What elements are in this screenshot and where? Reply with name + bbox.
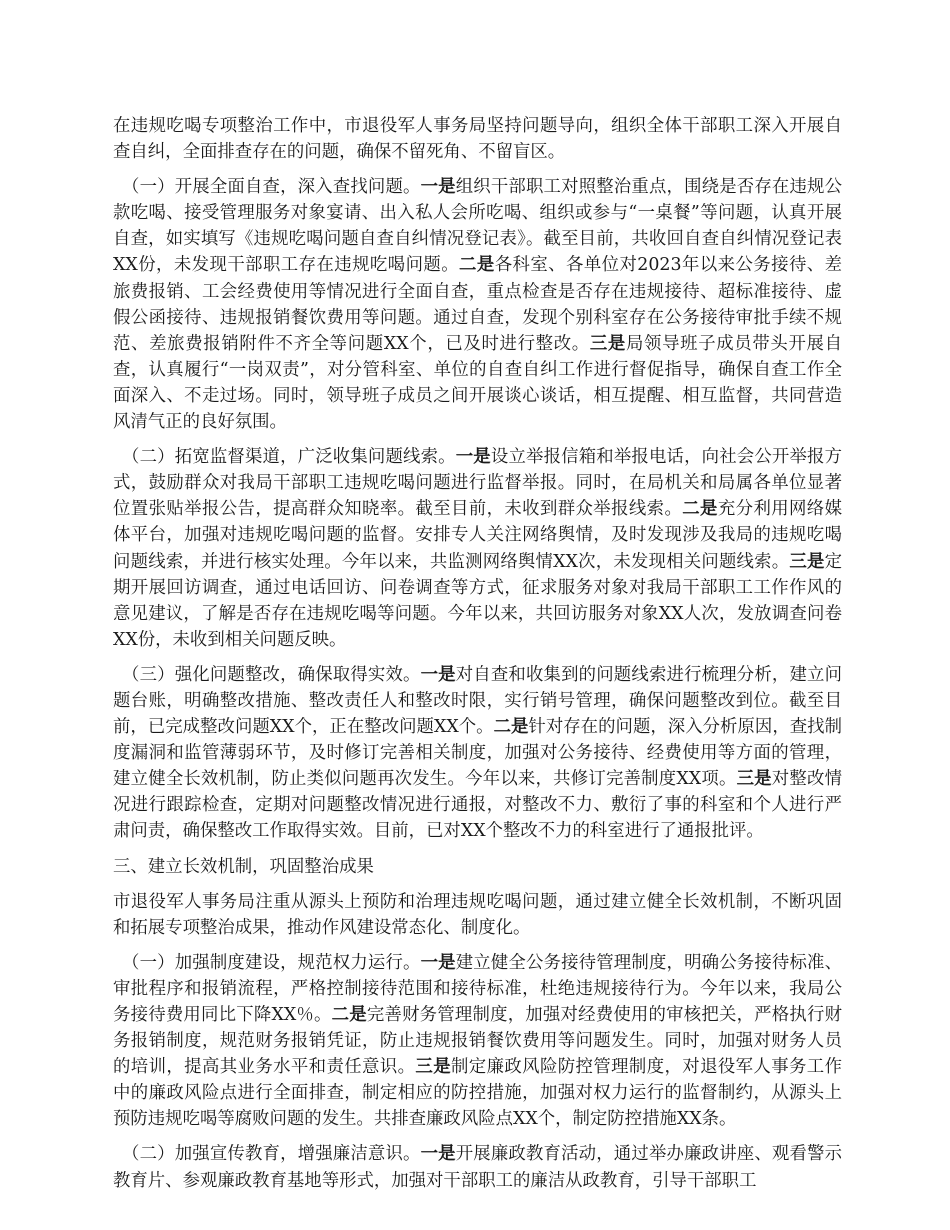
text-run: 市退役军人事务局注重从源头上预防和治理违规吃喝问题，通过建立健全长效机制，不断巩固和拓展专项整治成果，推动作风建设常态化、制度化。 <box>113 891 842 938</box>
text-run: 设立举报信箱和举报电话，向社会公开举报方式，鼓励群众对我局干部职工违规吃喝问题进行监督举报。同时，在局机关和局属各单位显著位置张贴举报公告，提高群众知晓率。截至目前，未收到群众举报线索。 <box>113 447 842 520</box>
body-paragraph <box>113 113 842 165</box>
text-run: 针对存在的问题，深入分析原因，查找制度漏洞和监管薄弱环节，及时修订完善相关制度，加强对公务接待、经费使用等方面的管理，建立健全长效机制，防止类似问题再次发生。今年以来，共修订完善制度XX项。 <box>113 717 842 790</box>
emphasis-marker: 三是 <box>589 333 626 354</box>
text-run: 组织干部职工对照整治重点，围绕是否存在违规公款吃喝、接受管理服务对象宴请、出入私人会所吃喝、组织或参与“一桌餐”等问题，认真开展自查，如实填写《违规吃喝问题自查自纠情况登记表》。截至目前，共收回自查自纠情况登记表XX份，未发现干部职工存在违规吃喝问题。 <box>113 177 842 276</box>
emphasis-marker: 三是 <box>736 769 772 790</box>
emphasis-marker: 一是 <box>455 447 491 468</box>
text-run: （一）开展全面自查，深入查找问题。 <box>122 177 421 198</box>
document-text-body <box>113 113 842 1194</box>
body-paragraph <box>113 1141 842 1193</box>
emphasis-marker: 一是 <box>420 664 456 685</box>
emphasis-marker: 三是 <box>789 551 825 572</box>
text-run: 对自查和收集到的问题线索进行梳理分析，建立问题台账，明确整改措施、整改责任人和整改时限，实行销号管理，确保问题整改到位。截至目前，已完成整改问题XX个，正在整改问题XX个。 <box>113 664 842 738</box>
emphasis-marker: 二是 <box>682 499 718 520</box>
emphasis-marker: 二是 <box>493 717 529 738</box>
emphasis-marker: 二是 <box>331 1005 367 1025</box>
text-run: 建立健全公务接待管理制度，明确公务接待标准、审批程序和报销流程，严格控制接待范围和接待标准，杜绝违规接待行为。今年以来，我局公务接待费用同比下降XX％。 <box>113 952 842 1025</box>
body-paragraph <box>113 662 842 845</box>
text-run: 充分利用网络媒体平台，加强对违规吃喝问题的监督。安排专人关注网络舆情，及时发现涉及我局的违规吃喝问题线索，并进行核实处理。今年以来，共监测网络舆情XX次，未发现相关问题线索。 <box>113 499 842 572</box>
body-paragraph <box>113 444 842 653</box>
emphasis-marker: 一是 <box>420 1144 456 1165</box>
text-run: 开展廉政教育活动，通过举办廉政讲座、观看警示教育片、参观廉政教育基地等形式，加强对干部职工的廉洁从政教育，引导干部职工 <box>113 1144 842 1191</box>
text-run: 制定廉政风险防控管理制度，对退役军人事务工作中的廉政风险点进行全面排查，制定相应的防控措施，加强对权力运行的监督制约，从源头上预防违规吃喝等腐败问题的发生。共排查廉政风险点XX个，制定防控措施XX条。 <box>113 1057 842 1130</box>
emphasis-marker: 一是 <box>420 952 456 973</box>
emphasis-marker: 三是 <box>415 1057 452 1078</box>
text-run: 对整改情况进行跟踪检查，定期对问题整改情况进行通报，对整改不力、敷衍了事的科室和个人进行严肃问责，确保整改工作取得实效。目前，已对XX个整改不力的科室进行了通报批评。 <box>113 769 842 842</box>
text-run: 完善财务管理制度，加强对经费使用的审核把关，严格执行财务报销制度，规范财务报销凭证，防止违规报销餐饮费用等问题发生。同时，加强对财务人员的培训，提高其业务水平和责任意识。 <box>113 1005 842 1078</box>
text-run: （三）强化问题整改，确保取得实效。 <box>122 664 421 685</box>
text-run: 定期开展回访调查，通过电话回访、问卷调查等方式，征求服务对象对我局干部职工工作作风的意见建议，了解是否存在违规吃喝等问题。今年以来，共回访服务对象XX人次，发放调查问卷XX份，未收到相关问题反映。 <box>113 551 842 650</box>
body-paragraph <box>113 950 842 1133</box>
section-heading <box>113 854 842 880</box>
text-run: （二）拓宽监督渠道，广泛收集问题线索。 <box>122 447 456 468</box>
body-paragraph <box>113 174 842 435</box>
emphasis-marker: 二是 <box>459 255 495 276</box>
text-run: 三、建立长效机制，巩固整治成果 <box>113 856 374 877</box>
text-run: 各科室、各单位对2023年以来公务接待、差旅费报销、工会经费使用等情况进行全面自查，重点检查是否存在违规接待、超标准接待、虚假公函接待、违规报销餐饮费用等问题。通过自查，发现个别科室存在公务接待审批手续不规范、差旅费报销附件不齐全等问题XX个，已及时进行整改。 <box>113 255 842 354</box>
text-run: 局领导班子成员带头开展自查，认真履行“一岗双责”，对分管科室、单位的自查自纠工作进行督促指导，确保自查工作全面深入、不走过场。同时，领导班子成员之间开展谈心谈话，相互提醒、相互监督，共同营造风清气正的良好氛围。 <box>113 333 842 433</box>
body-paragraph <box>113 889 842 941</box>
text-run: （一）加强制度建设，规范权力运行。 <box>122 952 421 973</box>
emphasis-marker: 一是 <box>420 177 456 198</box>
text-run: 在违规吃喝专项整治工作中，市退役军人事务局坚持问题导向，组织全体干部职工深入开展自查自纠，全面排查存在的问题，确保不留死角、不留盲区。 <box>113 116 842 163</box>
text-run: （二）加强宣传教育，增强廉洁意识。 <box>122 1144 421 1165</box>
